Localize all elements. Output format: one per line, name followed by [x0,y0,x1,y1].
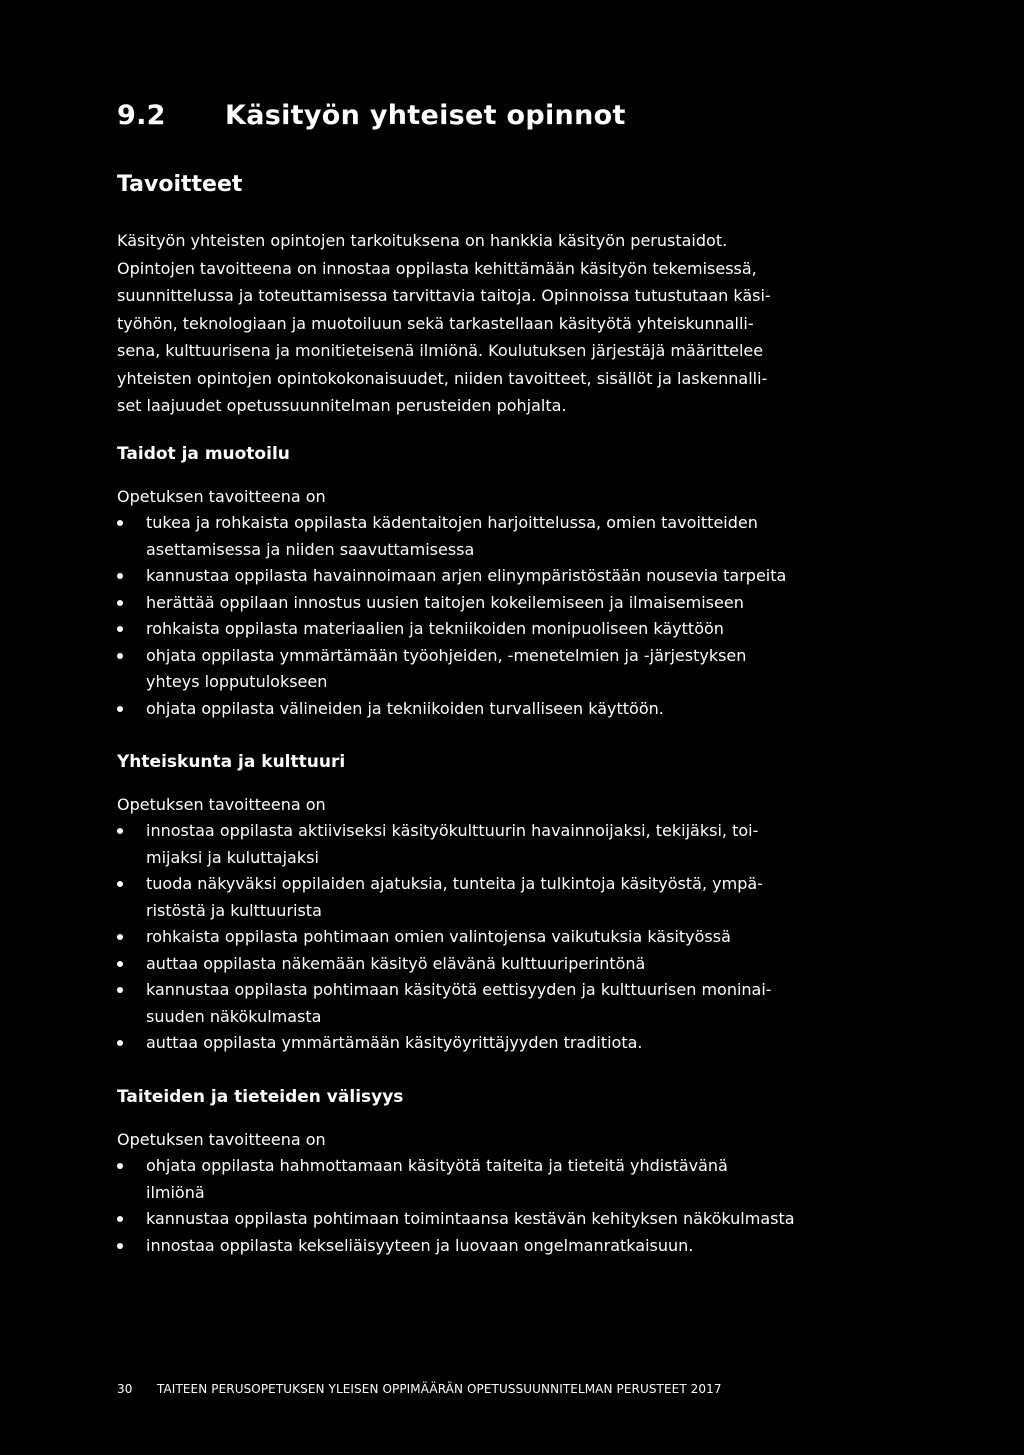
bullet-icon [117,1163,123,1169]
page-footer [117,1382,722,1396]
list-item: tukea ja rohkaista oppilasta kädentaitojen harjoittelussa, omien tavoitteiden asettamisessa ja niiden saavuttamisessa [117,510,786,563]
list-item: kannustaa oppilasta havainnoimaan arjen elinympäristöstään nousevia tarpeita [117,563,786,590]
paragraph-line: Käsityön yhteisten opintojen tarkoituksena on hankkia käsityön perustaidot. [117,231,728,250]
list-item: herättää oppilaan innostus uusien taitojen kokeilemiseen ja ilmaisemiseen [117,590,786,617]
goals-heading: Tavoitteet [117,172,243,197]
list-item: rohkaista oppilasta materiaalien ja tekniikoiden monipuoliseen käyttöön [117,616,786,643]
skills-list [117,510,786,722]
bullet-icon [117,1040,123,1046]
bullet-icon [117,934,123,940]
arts-heading: Taiteiden ja tieteiden välisyys [117,1087,404,1107]
list-item: tuoda näkyväksi oppilaiden ajatuksia, tunteita ja tulkintoja käsityöstä, ympä- ristöstä ja kulttuurista [117,871,772,924]
society-intro: Opetuksen tavoitteena on [117,795,326,814]
society-list [117,818,772,1057]
bullet-icon [117,573,123,579]
list-item: kannustaa oppilasta pohtimaan käsityötä eettisyyden ja kulttuurisen moninai- suuden näkökulmasta [117,977,772,1030]
paragraph-line: set laajuudet opetussuunnitelman perusteiden pohjalta. [117,396,567,415]
list-item: kannustaa oppilasta pohtimaan toimintaansa kestävän kehityksen näkökulmasta [117,1206,795,1233]
section-number: 9.2 [117,100,166,131]
section-title-text: Käsityön yhteiset opinnot [225,100,626,131]
bullet-icon [117,626,123,632]
bullet-icon [117,653,123,659]
bullet-icon [117,987,123,993]
paragraph-line: työhön, teknologiaan ja muotoiluun sekä tarkastellaan käsityötä yhteiskunnalli- [117,313,754,333]
society-heading: Yhteiskunta ja kulttuuri [117,752,346,772]
list-item: innostaa oppilasta aktiiviseksi käsityökulttuurin havainnoijaksi, tekijäksi, toi- mijaksi ja kuluttajaksi [117,818,772,871]
bullet-icon [117,961,123,967]
paragraph-line: sena, kulttuurisena ja monitieteisenä ilmiönä. Koulutuksen järjestäjä määrittelee [117,341,764,360]
list-item: innostaa oppilasta kekseliäisyyteen ja luovaan ongelmanratkaisuun. [117,1233,795,1260]
list-item: rohkaista oppilasta pohtimaan omien valintojensa vaikutuksia käsityössä [117,924,772,951]
paragraph-line: suunnittelussa ja toteuttamisessa tarvittavia taitoja. Opinnoissa tutustutaan käsi- [117,286,771,305]
bullet-icon [117,1243,123,1249]
skills-intro: Opetuksen tavoitteena on [117,487,326,506]
paragraph-line: Opintojen tavoitteena on innostaa oppilasta kehittämään käsityön tekemisessä, [117,258,757,278]
bullet-icon [117,881,123,887]
page-number: 30 [117,1382,133,1396]
goals-paragraph [117,227,771,420]
skills-heading: Taidot ja muotoilu [117,444,290,464]
bullet-icon [117,1216,123,1222]
list-item: auttaa oppilasta ymmärtämään käsityöyrittäjyyden traditiota. [117,1030,772,1057]
list-item: ohjata oppilasta välineiden ja tekniikoiden turvalliseen käyttöön. [117,696,786,723]
list-item: auttaa oppilasta näkemään käsityö elävänä kulttuuriperintönä [117,951,772,978]
arts-list [117,1153,795,1259]
paragraph-line: yhteisten opintojen opintokokonaisuudet, niiden tavoitteet, sisällöt ja laskennalli- [117,368,768,388]
bullet-icon [117,520,123,526]
list-item: ohjata oppilasta hahmottamaan käsityötä taiteita ja tieteitä yhdistävänä ilmiönä [117,1153,795,1206]
list-item: ohjata oppilasta ymmärtämään työohjeiden, -menetelmien ja -järjestyksen yhteys lopputulokseen [117,643,786,696]
footer-text: TAITEEN PERUSOPETUKSEN YLEISEN OPPIMÄÄRÄN OPETUSSUUNNITELMAN PERUSTEET 2017 [157,1382,722,1396]
bullet-icon [117,600,123,606]
section-title [117,100,626,131]
arts-intro: Opetuksen tavoitteena on [117,1130,326,1149]
bullet-icon [117,706,123,712]
bullet-icon [117,828,123,834]
